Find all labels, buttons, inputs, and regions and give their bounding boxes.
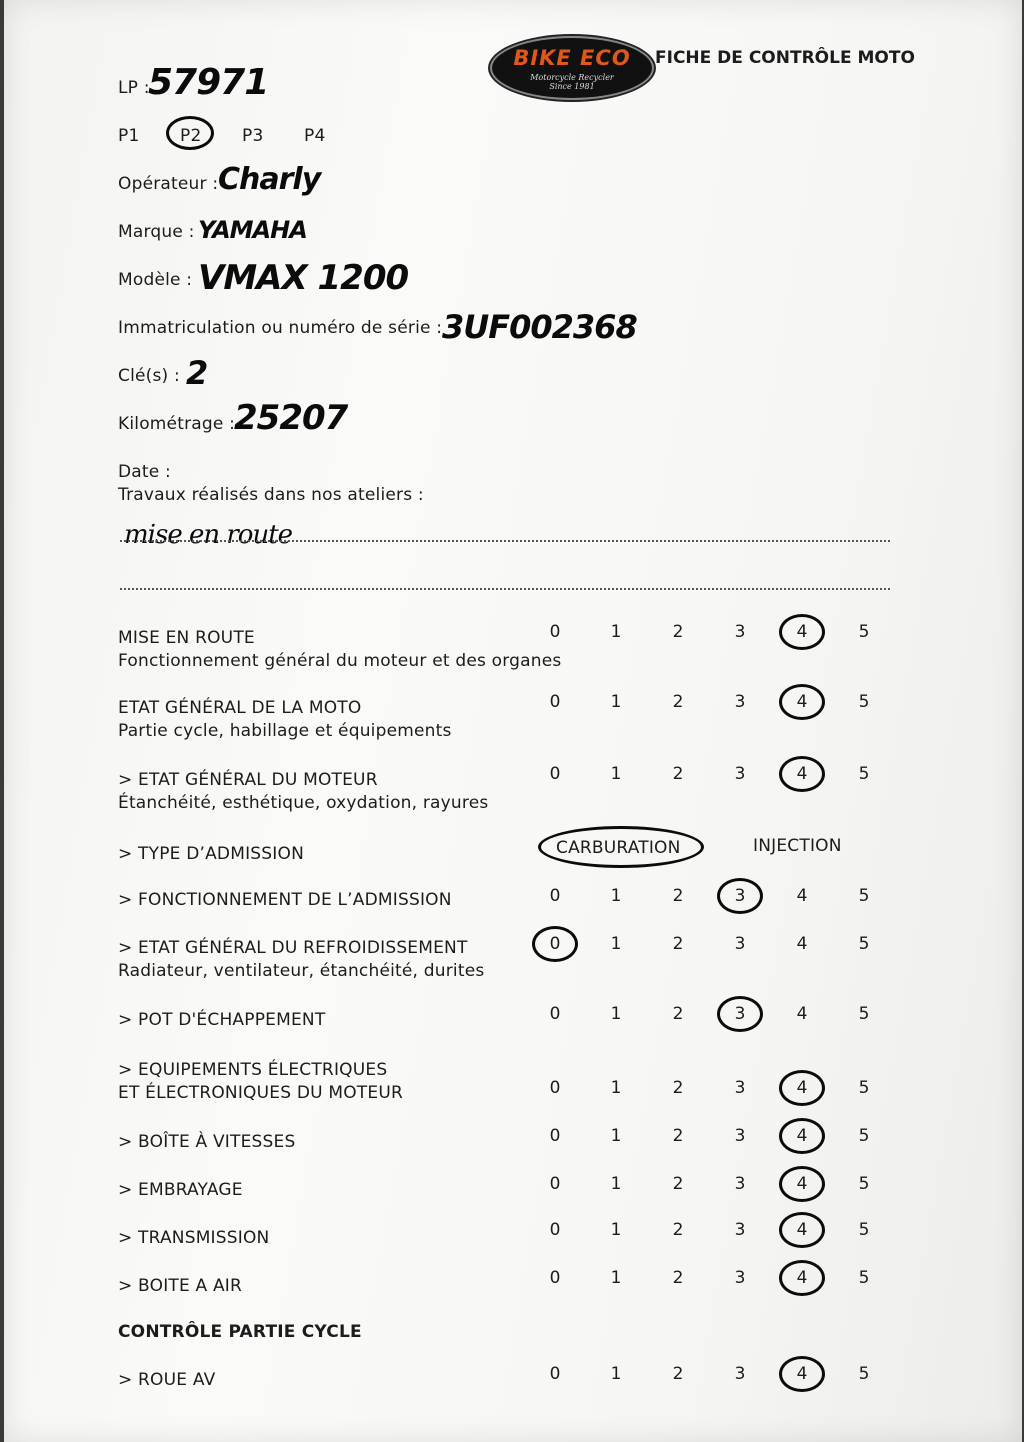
brand-value: YAMAHA	[198, 216, 307, 244]
criterion-11-score-0[interactable]: 0	[549, 1268, 561, 1288]
criterion-3-score-3[interactable]: 3	[734, 764, 746, 784]
page-title: FICHE DE CONTRÔLE MOTO	[655, 48, 915, 68]
cycle-criterion-1-score-1[interactable]: 1	[610, 1364, 622, 1384]
criterion-1-score-2[interactable]: 2	[672, 622, 684, 642]
admission-type-label: > TYPE D’ADMISSION	[118, 844, 305, 864]
criterion-11-selected-circle	[779, 1260, 825, 1296]
criterion-5-score-2[interactable]: 2	[672, 934, 684, 954]
works-value: mise en route	[124, 520, 293, 550]
cycle-section-title: CONTRÔLE PARTIE CYCLE	[118, 1322, 362, 1342]
criterion-5-selected-circle	[532, 926, 578, 962]
operator-value: Charly	[218, 162, 321, 197]
criterion-11-score-5[interactable]: 5	[858, 1268, 870, 1288]
criterion-8-score-4[interactable]: 4	[796, 1126, 808, 1146]
criterion-1-score-3[interactable]: 3	[734, 622, 746, 642]
criterion-11-score-2[interactable]: 2	[672, 1268, 684, 1288]
criterion-6-score-0[interactable]: 0	[549, 1004, 561, 1024]
position-option-p2[interactable]: P2	[180, 126, 202, 146]
serial-value: 3UF002368	[442, 308, 637, 346]
serial-label: Immatriculation ou numéro de série :	[118, 318, 443, 338]
criterion-10-score-3[interactable]: 3	[734, 1220, 746, 1240]
criterion-7-selected-circle	[779, 1070, 825, 1106]
criterion-4-score-1[interactable]: 1	[610, 886, 622, 906]
position-option-p4[interactable]: P4	[304, 126, 326, 146]
position-option-p3[interactable]: P3	[242, 126, 264, 146]
criterion-4-selected-circle	[717, 878, 763, 914]
criterion-10-score-0[interactable]: 0	[549, 1220, 561, 1240]
date-label: Date :	[118, 462, 171, 482]
criterion-9-score-5[interactable]: 5	[858, 1174, 870, 1194]
criterion-9-score-1[interactable]: 1	[610, 1174, 622, 1194]
lp-value: 57971	[148, 62, 269, 103]
criterion-6-score-3[interactable]: 3	[734, 1004, 746, 1024]
criterion-2-selected-circle	[779, 684, 825, 720]
admission-option-carburation[interactable]: CARBURATION	[556, 838, 681, 858]
criterion-9-selected-circle	[779, 1166, 825, 1202]
criterion-9-score-4[interactable]: 4	[796, 1174, 808, 1194]
criterion-10-score-2[interactable]: 2	[672, 1220, 684, 1240]
logo-tagline: Motorcycle Recycler	[530, 73, 614, 82]
criterion-4-score-0[interactable]: 0	[549, 886, 561, 906]
admission-selected-circle	[538, 826, 704, 868]
criterion-5-score-3[interactable]: 3	[734, 934, 746, 954]
criterion-2-score-5[interactable]: 5	[858, 692, 870, 712]
criterion-6-score-5[interactable]: 5	[858, 1004, 870, 1024]
criterion-6-score-1[interactable]: 1	[610, 1004, 622, 1024]
criterion-3-score-1[interactable]: 1	[610, 764, 622, 784]
selected-position-circle	[166, 116, 214, 150]
criterion-10-score-1[interactable]: 1	[610, 1220, 622, 1240]
criterion-4-score-2[interactable]: 2	[672, 886, 684, 906]
cycle-criterion-1-score-5[interactable]: 5	[858, 1364, 870, 1384]
criterion-10-label: > TRANSMISSION	[118, 1228, 270, 1248]
criterion-8-score-0[interactable]: 0	[549, 1126, 561, 1146]
criterion-9-score-2[interactable]: 2	[672, 1174, 684, 1194]
brand-label: Marque :	[118, 222, 195, 242]
criterion-1-score-0[interactable]: 0	[549, 622, 561, 642]
model-value: VMAX 1200	[198, 258, 409, 298]
criterion-7-score-1[interactable]: 1	[610, 1078, 622, 1098]
criterion-2-score-4[interactable]: 4	[796, 692, 808, 712]
criterion-10-selected-circle	[779, 1212, 825, 1248]
criterion-6-score-2[interactable]: 2	[672, 1004, 684, 1024]
cycle-criterion-1-score-2[interactable]: 2	[672, 1364, 684, 1384]
criterion-2-score-0[interactable]: 0	[549, 692, 561, 712]
position-option-p1[interactable]: P1	[118, 126, 140, 146]
criterion-1-sublabel: Fonctionnement général du moteur et des organes	[118, 651, 562, 671]
criterion-7-sublabel: ET ÉLECTRONIQUES DU MOTEUR	[118, 1083, 403, 1103]
logo-since: Since 1981	[549, 82, 595, 91]
criterion-11-score-4[interactable]: 4	[796, 1268, 808, 1288]
criterion-5-score-1[interactable]: 1	[610, 934, 622, 954]
criterion-3-score-4[interactable]: 4	[796, 764, 808, 784]
criterion-3-sublabel: Étanchéité, esthétique, oxydation, rayures	[118, 793, 489, 813]
cycle-criterion-1-score-3[interactable]: 3	[734, 1364, 746, 1384]
criterion-3-score-5[interactable]: 5	[858, 764, 870, 784]
criterion-11-score-1[interactable]: 1	[610, 1268, 622, 1288]
criterion-4-label: > FONCTIONNEMENT DE L’ADMISSION	[118, 890, 452, 910]
criterion-6-score-4[interactable]: 4	[796, 1004, 808, 1024]
criterion-6-label: > POT D'ÉCHAPPEMENT	[118, 1010, 326, 1030]
works-line-2	[120, 588, 890, 590]
criterion-4-score-3[interactable]: 3	[734, 886, 746, 906]
criterion-5-sublabel: Radiateur, ventilateur, étanchéité, durites	[118, 961, 485, 981]
cycle-criterion-1-selected-circle	[779, 1356, 825, 1392]
criterion-8-label: > BOÎTE À VITESSES	[118, 1132, 296, 1152]
operator-label: Opérateur :	[118, 174, 219, 194]
keys-label: Clé(s) :	[118, 366, 180, 386]
criterion-3-selected-circle	[779, 756, 825, 792]
criterion-7-score-3[interactable]: 3	[734, 1078, 746, 1098]
lp-label: LP :	[118, 78, 150, 98]
mileage-label: Kilométrage :	[118, 414, 236, 434]
bike-eco-logo	[490, 36, 654, 100]
criterion-2-score-2[interactable]: 2	[672, 692, 684, 712]
criterion-1-selected-circle	[779, 614, 825, 650]
cycle-criterion-1-score-0[interactable]: 0	[549, 1364, 561, 1384]
criterion-8-score-2[interactable]: 2	[672, 1126, 684, 1146]
criterion-1-label: MISE EN ROUTE	[118, 628, 255, 648]
criterion-5-label: > ETAT GÉNÉRAL DU REFROIDISSEMENT	[118, 938, 468, 958]
criterion-1-score-4[interactable]: 4	[796, 622, 808, 642]
criterion-2-score-1[interactable]: 1	[610, 692, 622, 712]
criterion-5-score-0[interactable]: 0	[549, 934, 561, 954]
admission-option-injection[interactable]: INJECTION	[753, 836, 842, 856]
criterion-1-score-5[interactable]: 5	[858, 622, 870, 642]
criterion-11-label: > BOITE A AIR	[118, 1276, 243, 1296]
criterion-10-score-4[interactable]: 4	[796, 1220, 808, 1240]
criterion-9-score-3[interactable]: 3	[734, 1174, 746, 1194]
criterion-2-sublabel: Partie cycle, habillage et équipements	[118, 721, 452, 741]
criterion-7-score-4[interactable]: 4	[796, 1078, 808, 1098]
criterion-6-selected-circle	[717, 996, 763, 1032]
criterion-11-score-3[interactable]: 3	[734, 1268, 746, 1288]
keys-value: 2	[186, 354, 208, 392]
works-label: Travaux réalisés dans nos ateliers :	[118, 485, 424, 505]
criterion-7-label: > EQUIPEMENTS ÉLECTRIQUES	[118, 1060, 388, 1080]
model-label: Modèle :	[118, 270, 193, 290]
criterion-7-score-5[interactable]: 5	[858, 1078, 870, 1098]
criterion-9-score-0[interactable]: 0	[549, 1174, 561, 1194]
control-sheet	[4, 0, 1022, 1442]
criterion-9-label: > EMBRAYAGE	[118, 1180, 243, 1200]
criterion-8-score-5[interactable]: 5	[858, 1126, 870, 1146]
criterion-5-score-5[interactable]: 5	[858, 934, 870, 954]
cycle-criterion-1-score-4[interactable]: 4	[796, 1364, 808, 1384]
criterion-3-score-2[interactable]: 2	[672, 764, 684, 784]
criterion-4-score-4[interactable]: 4	[796, 886, 808, 906]
criterion-2-score-3[interactable]: 3	[734, 692, 746, 712]
logo-brand: BIKE ECO	[513, 46, 631, 70]
cycle-criterion-1-label: > ROUE AV	[118, 1370, 216, 1390]
criterion-3-score-0[interactable]: 0	[549, 764, 561, 784]
criterion-7-score-0[interactable]: 0	[549, 1078, 561, 1098]
criterion-8-selected-circle	[779, 1118, 825, 1154]
criterion-4-score-5[interactable]: 5	[858, 886, 870, 906]
criterion-10-score-5[interactable]: 5	[858, 1220, 870, 1240]
criterion-2-label: ETAT GÉNÉRAL DE LA MOTO	[118, 698, 362, 718]
criterion-8-score-1[interactable]: 1	[610, 1126, 622, 1146]
works-line-1	[120, 540, 890, 542]
criterion-3-label: > ETAT GÉNÉRAL DU MOTEUR	[118, 770, 378, 790]
criterion-1-score-1[interactable]: 1	[610, 622, 622, 642]
criterion-5-score-4[interactable]: 4	[796, 934, 808, 954]
criterion-7-score-2[interactable]: 2	[672, 1078, 684, 1098]
mileage-value: 25207	[234, 398, 348, 438]
criterion-8-score-3[interactable]: 3	[734, 1126, 746, 1146]
